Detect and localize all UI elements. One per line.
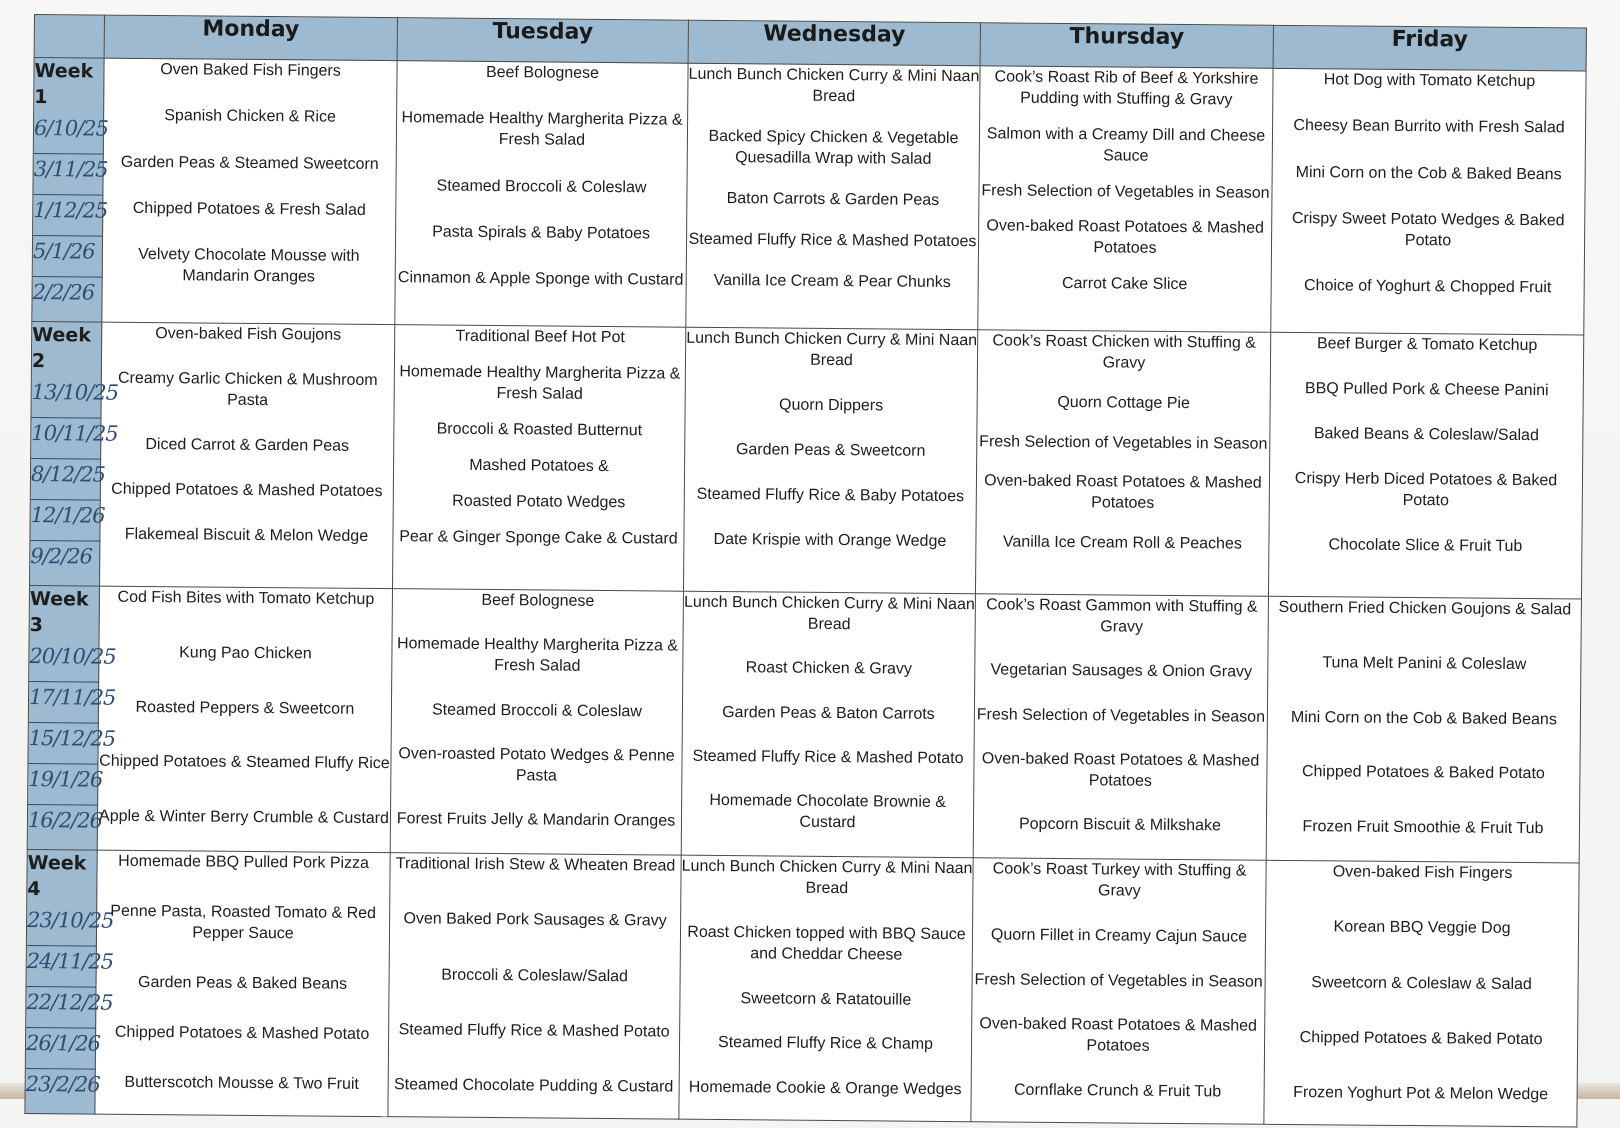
menu-cell-monday <box>95 850 390 1117</box>
corner-cell <box>34 15 104 59</box>
handwritten-date: 10/11/25 <box>31 421 101 460</box>
menu-cell-tuesday <box>392 325 685 592</box>
menu-item: Butterscotch Mousse & Two Fruit <box>124 1073 359 1093</box>
day-header-friday: Friday <box>1273 25 1586 71</box>
menu-item: Chipped Potatoes & Baked Potato <box>1301 763 1545 783</box>
menu-item: Roasted Potato Wedges <box>452 492 626 512</box>
menu-item: Korean BBQ Veggie Dog <box>1333 918 1511 938</box>
handwritten-date: 6/10/25 <box>34 116 104 155</box>
menu-item: Frozen Yoghurt Pot & Melon Wedge <box>1293 1084 1549 1104</box>
menu-item: Cheesy Bean Burrito with Fresh Salad <box>1293 117 1565 137</box>
menu-item: Steamed Fluffy Rice & Mashed Potato <box>398 1020 670 1041</box>
menu-cell-friday <box>1266 596 1581 863</box>
menu-item: Mini Corn on the Cob & Baked Beans <box>1295 163 1562 183</box>
handwritten-dates <box>27 643 116 847</box>
menu-item: Cod Fish Bites with Tomato Ketchup <box>117 588 375 608</box>
menu-item: Backed Spicy Chicken & Vegetable Quesadilla Wrap with Salad <box>708 127 959 168</box>
menu-item: Cook’s Roast Turkey with Stuffing & Gravy <box>992 860 1247 900</box>
handwritten-date: 1/12/25 <box>33 198 103 237</box>
menu-cell-thursday <box>973 594 1268 861</box>
menu-item: Fresh Selection of Vegetables in Season <box>974 970 1263 991</box>
menu-item: Steamed Fluffy Rice & Baby Potatoes <box>696 485 965 506</box>
handwritten-date: 22/12/25 <box>26 990 96 1029</box>
menu-item: Homemade Cookie & Orange Wedges <box>688 1078 962 1099</box>
menu-item: Steamed Chocolate Pudding & Custard <box>393 1076 674 1096</box>
handwritten-date: 8/12/25 <box>31 462 101 501</box>
menu-item: Garden Peas & Baked Beans <box>137 973 348 993</box>
menu-item: Apple & Winter Berry Crumble & Custard <box>98 807 390 828</box>
menu-cell-wednesday <box>679 855 973 1122</box>
menu-item: Chocolate Slice & Fruit Tub <box>1328 536 1523 556</box>
menu-item: Chipped Potatoes & Baked Potato <box>1299 1028 1543 1048</box>
menu-cell-wednesday <box>686 63 980 330</box>
menu-item: Quorn Dippers <box>779 396 884 415</box>
menu-item: Kung Pao Chicken <box>179 644 312 663</box>
handwritten-date: 16/2/26 <box>27 807 103 833</box>
menu-item: Pasta Spirals & Baby Potatoes <box>432 223 651 243</box>
week-cell <box>32 58 109 323</box>
menu-item: Southern Fried Chicken Goujons & Salad <box>1278 598 1572 619</box>
menu-item: Baked Beans & Coleslaw/Salad <box>1313 425 1539 445</box>
menu-item: Penne Pasta, Roasted Tomato & Red Pepper Sauce <box>110 902 377 943</box>
week-label: Week 1 <box>34 60 94 109</box>
menu-item: Steamed Fluffy Rice & Mashed Potato <box>692 747 964 767</box>
menu-item: Salmon with a Creamy Dill and Cheese Sauce <box>986 125 1266 165</box>
handwritten-dates <box>25 907 114 1111</box>
menu-table <box>24 14 1587 1128</box>
menu-cell-monday <box>100 322 395 589</box>
menu-item: Lunch Bunch Chicken Curry & Mini Naan Bread <box>683 593 975 634</box>
handwritten-date: 19/1/26 <box>28 767 98 806</box>
menu-item: Mini Corn on the Cob & Baked Beans <box>1290 708 1557 728</box>
menu-cell-thursday <box>975 330 1270 597</box>
menu-item: Roasted Peppers & Sweetcorn <box>135 698 355 718</box>
week-row <box>27 585 1581 863</box>
menu-item: Fresh Selection of Vegetables in Season <box>976 705 1266 726</box>
week-row <box>32 58 1586 336</box>
handwritten-date: 13/10/25 <box>31 380 101 419</box>
menu-item: Forest Fruits Jelly & Mandarin Oranges <box>396 810 676 830</box>
week-label: Week 4 <box>27 851 87 901</box>
menu-item: Chipped Potatoes & Fresh Salad <box>132 199 366 219</box>
week-label: Week 2 <box>31 323 91 373</box>
menu-item: Tuna Melt Panini & Coleslaw <box>1322 654 1527 673</box>
menu-cell-tuesday <box>395 61 688 328</box>
menu-item: BBQ Pulled Pork & Cheese Panini <box>1304 380 1549 400</box>
menu-item: Date Krispie with Orange Wedge <box>713 530 947 550</box>
menu-item: Steamed Fluffy Rice & Mashed Potatoes <box>688 230 977 251</box>
handwritten-date: 20/10/25 <box>29 644 99 683</box>
handwritten-dates <box>30 379 119 583</box>
handwritten-date: 23/10/25 <box>27 908 97 947</box>
handwritten-date: 26/1/26 <box>26 1031 96 1070</box>
menu-item: Garden Peas & Steamed Sweetcorn <box>120 153 379 173</box>
week-label: Week 3 <box>29 587 89 637</box>
week-row <box>30 321 1584 599</box>
menu-item: Diced Carrot & Garden Peas <box>145 435 350 455</box>
menu-item: Velvety Chocolate Mousse with Mandarin Oranges <box>138 245 360 286</box>
menu-item: Vegetarian Sausages & Onion Gravy <box>990 661 1253 681</box>
menu-item: Flakemeal Biscuit & Melon Wedge <box>124 525 369 545</box>
menu-item: Oven-baked Roast Potatoes & Mashed Potatoes <box>981 750 1260 790</box>
menu-item: Chipped Potatoes & Mashed Potato <box>114 1023 370 1043</box>
menu-item: Traditional Beef Hot Pot <box>455 327 625 347</box>
menu-item: Homemade BBQ Pulled Pork Pizza <box>118 852 370 872</box>
menu-item: Pear & Ginger Sponge Cake & Custard <box>399 528 678 548</box>
week-cell <box>30 321 119 586</box>
menu-item: Hot Dog with Tomato Ketchup <box>1323 71 1536 91</box>
menu-item: Chipped Potatoes & Steamed Fluffy Rice <box>99 752 390 773</box>
menu-item: Oven-baked Fish Fingers <box>1332 863 1513 882</box>
handwritten-date: 2/2/26 <box>32 279 95 305</box>
menu-item: Cook’s Roast Chicken with Stuffing & Gravy <box>992 332 1257 372</box>
menu-cell-tuesday <box>390 589 683 856</box>
menu-cell-monday <box>97 586 392 853</box>
menu-cell-friday <box>1264 860 1579 1127</box>
menu-item: Crispy Sweet Potato Wedges & Baked Potato <box>1291 209 1565 250</box>
menu-item: Fresh Selection of Vegetables in Season <box>979 432 1268 453</box>
menu-item: Vanilla Ice Cream Roll & Peaches <box>1002 533 1242 553</box>
menu-item: Popcorn Biscuit & Milkshake <box>1018 815 1221 835</box>
menu-item: Oven Baked Fish Fingers <box>160 61 341 80</box>
handwritten-date: 17/11/25 <box>29 685 99 724</box>
menu-item: Garden Peas & Baton Carrots <box>722 703 935 723</box>
menu-item: Mashed Potatoes & <box>469 456 609 476</box>
menu-item: Broccoli & Roasted Butternut <box>436 420 643 440</box>
menu-item: Beef Bolognese <box>481 591 595 610</box>
menu-item: Crispy Herb Diced Potatoes & Baked Potato <box>1294 470 1558 510</box>
menu-item: Sweetcorn & Coleslaw & Salad <box>1311 973 1532 993</box>
menu-item: Choice of Yoghurt & Chopped Fruit <box>1303 277 1552 297</box>
menu-item: Homemade Healthy Margherita Pizza & Fresh Salad <box>401 109 683 150</box>
week-cell <box>25 849 114 1114</box>
menu-item: Homemade Healthy Margherita Pizza & Fresh Salad <box>396 635 679 676</box>
menu-cell-friday <box>1271 68 1586 335</box>
menu-item: Lunch Bunch Chicken Curry & Mini Naan Bread <box>688 65 980 106</box>
day-header-tuesday: Tuesday <box>397 18 688 64</box>
menu-item: Homemade Chocolate Brownie & Custard <box>709 791 947 832</box>
menu-cell-monday <box>102 58 397 325</box>
menu-item: Sweetcorn & Ratatouille <box>740 989 912 1009</box>
menu-item: Roast Chicken & Gravy <box>745 659 913 678</box>
menu-item: Lunch Bunch Chicken Curry & Mini Naan Bread <box>681 857 973 898</box>
menu-item: Lunch Bunch Chicken Curry & Mini Naan Bread <box>686 329 978 370</box>
menu-item: Quorn Fillet in Creamy Cajun Sauce <box>990 926 1248 946</box>
menu-item: Steamed Fluffy Rice & Champ <box>718 1034 934 1054</box>
menu-item: Fresh Selection of Vegetables in Season <box>981 181 1270 202</box>
menu-item: Quorn Cottage Pie <box>1057 393 1190 412</box>
week-row <box>25 849 1579 1127</box>
menu-item: Traditional Irish Stew & Wheaten Bread <box>395 855 676 875</box>
menu-cell-wednesday <box>683 327 977 594</box>
menu-item: Carrot Cake Slice <box>1061 274 1188 294</box>
menu-item: Cornflake Crunch & Fruit Tub <box>1013 1081 1222 1101</box>
menu-item: Oven-baked Roast Potatoes & Mashed Potatoes <box>979 1015 1258 1056</box>
menu-item: Steamed Broccoli & Coleslaw <box>436 177 647 196</box>
menu-item: Roast Chicken topped with BBQ Sauce and Cheddar Cheese <box>687 923 966 964</box>
handwritten-date: 9/2/26 <box>30 543 92 569</box>
menu-cell-friday <box>1268 332 1583 599</box>
menu-item: Vanilla Ice Cream & Pear Chunks <box>713 271 951 292</box>
menu-cell-tuesday <box>388 853 681 1120</box>
menu-item: Broccoli & Coleslaw/Salad <box>441 966 629 985</box>
menu-item: Oven Baked Pork Sausages & Gravy <box>403 910 667 930</box>
menu-cell-thursday <box>971 858 1266 1125</box>
menu-item: Cook’s Roast Rib of Beef & Yorkshire Pudding with Stuffing & Gravy <box>994 68 1259 109</box>
day-header-monday: Monday <box>104 15 397 61</box>
handwritten-date: 5/1/26 <box>33 239 103 278</box>
day-header-wednesday: Wednesday <box>688 20 980 66</box>
menu-item: Garden Peas & Sweetcorn <box>735 441 926 460</box>
handwritten-date: 23/2/26 <box>25 1071 100 1097</box>
menu-item: Oven-baked Roast Potatoes & Mashed Potatoes <box>984 472 1262 513</box>
handwritten-date: 24/11/25 <box>27 949 97 988</box>
menu-cell-thursday <box>978 66 1273 333</box>
week-cell <box>27 585 116 850</box>
day-header-thursday: Thursday <box>980 23 1273 69</box>
menu-item: Oven-baked Roast Potatoes & Mashed Potatoes <box>986 217 1264 258</box>
handwritten-dates <box>32 116 109 319</box>
menu-cell-wednesday <box>681 591 975 858</box>
menu-item: Spanish Chicken & Rice <box>164 107 336 126</box>
menu-item: Cinnamon & Apple Sponge with Custard <box>397 269 684 289</box>
handwritten-date: 3/11/25 <box>33 157 103 196</box>
menu-item: Cook’s Roast Gammon with Stuffing & Gravy <box>986 596 1258 636</box>
menu-item: Steamed Broccoli & Coleslaw <box>431 701 642 720</box>
menu-item: Chipped Potatoes & Mashed Potatoes <box>111 480 383 501</box>
menu-item: Beef Burger & Tomato Ketchup <box>1316 335 1538 355</box>
menu-item: Oven-roasted Potato Wedges & Penne Pasta <box>398 744 675 785</box>
menu-item: Oven-baked Fish Goujons <box>155 325 342 344</box>
handwritten-date: 12/1/26 <box>30 503 100 542</box>
menu-item: Beef Bolognese <box>485 63 600 82</box>
handwritten-date: 15/12/25 <box>28 726 98 765</box>
menu-item: Frozen Fruit Smoothie & Fruit Tub <box>1302 818 1544 838</box>
menu-item: Homemade Healthy Margherita Pizza & Fresh Salad <box>399 363 681 403</box>
menu-item: Creamy Garlic Chicken & Mushroom Pasta <box>117 369 378 410</box>
menu-item: Baton Carrots & Garden Peas <box>726 190 940 209</box>
